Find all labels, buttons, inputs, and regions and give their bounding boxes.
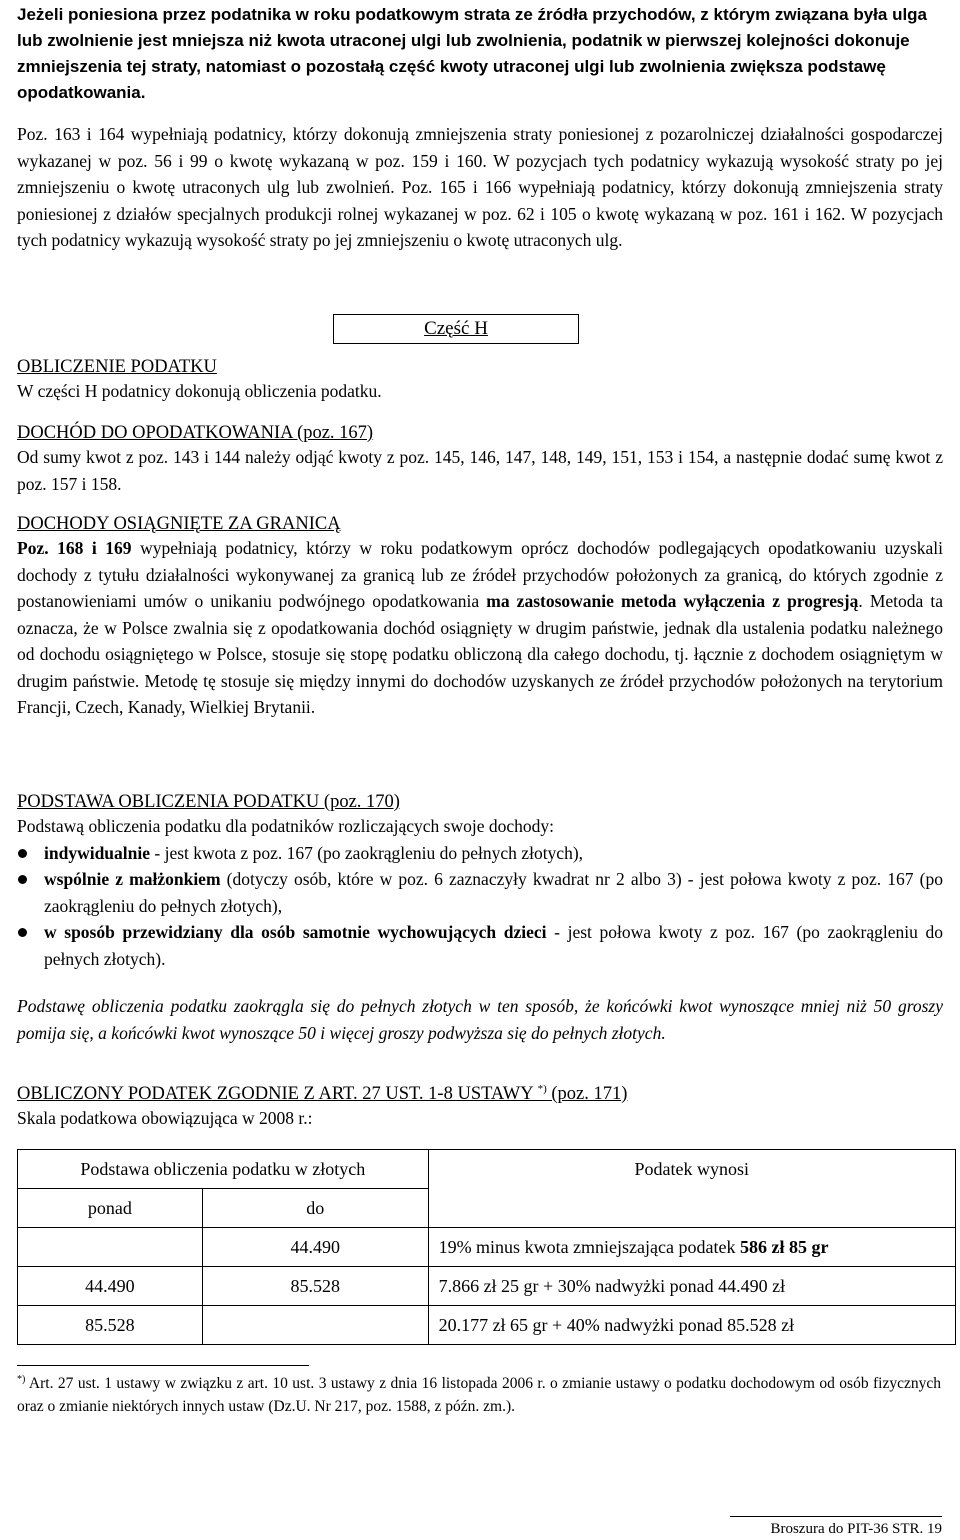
bullet-icon [18, 928, 27, 937]
table-header-base: Podstawa obliczenia podatku w złotych [18, 1150, 429, 1189]
intro-paragraph: Jeżeli poniesiona przez podatnika w roku podatkowym strata ze źródła przychodów, z którym związana była ulga lub zwolnienie jest mniejsza niż kwota utraconej ulgi lub zwolnienia, podatnik w pierwszej kolejności dokonuje zmniejszenia tej straty, natomiast o pozostałą część kwoty utraconej ulgi lub zwolnienia zwiększa podstawę opodatkowania. [17, 5, 928, 102]
bullet-icon [18, 849, 27, 858]
tax-scale-table [17, 1149, 956, 1345]
table-cell-tax-bold: 586 zł 85 gr [739, 1236, 829, 1257]
list-item-bold: indywidualnie [44, 842, 151, 863]
table-cell-ponad: 44.490 [18, 1267, 203, 1306]
list-item-text: - jest połowa kwoty z poz. 167 (po zaokrągleniu do pełnych złotych). [44, 922, 943, 969]
bullet-icon [18, 875, 27, 884]
obliczony-heading [17, 1083, 943, 1105]
section-podstawa [17, 792, 943, 972]
granica-text [17, 535, 943, 721]
table-cell-ponad: 85.528 [18, 1306, 203, 1345]
table-cell-tax-text: 19% minus kwota zmniejszająca podatek [438, 1236, 740, 1257]
granica-lead: Poz. 168 i 169 [17, 538, 132, 558]
section-obliczony [17, 1083, 943, 1132]
granica-heading: DOCHODY OSIĄGNIĘTE ZA GRANICĄ [17, 514, 341, 534]
poz-paragraph: Poz. 163 i 164 wypełniają podatnicy, którzy dokonują zmniejszenia straty poniesionej z pozarolniczej działalności gospodarczej wykazanej w poz. 56 i 99 o kwotę wykazaną w poz. 159 i 160. W pozycjach tych podatnicy wykazują wysokość straty po jej zmniejszeniu o kwotę utraconych ulg lub zwolnień. Poz. 165 i 166 wypełniają podatnicy, którzy dokonują zmniejszenia straty poniesionej z działów specjalnych produkcji rolnej wykazanej w poz. 62 i 105 o kwotę wykazaną w poz. 161 i 162. W pozycjach tych podatnicy wykazują wysokość straty po jej zmniejszeniu o kwotę utraconych ulg. [17, 124, 943, 250]
table-cell-do: 44.490 [202, 1228, 428, 1267]
list-item-text: (dotyczy osób, które w poz. 6 zaznaczyły kwadrat nr 2 albo 3) - jest połowa kwoty z poz. 167 (po zaokrągleniu do pełnych złotych), [44, 869, 943, 916]
list-item [17, 866, 943, 919]
list-item-bold: w sposób przewidziany dla osób samotnie wychowujących dzieci [44, 922, 547, 942]
table-cell-tax-text: 20.177 zł 65 gr + 40% nadwyżki ponad 85.528 zł [438, 1314, 795, 1335]
table-cell-tax-text: 7.866 zł 25 gr + 30% nadwyżki ponad 44.490 zł [438, 1275, 786, 1296]
table-row [18, 1306, 956, 1345]
dochod-text: Od sumy kwot z poz. 143 i 144 należy odjąć kwoty z poz. 145, 146, 147, 148, 149, 151, 153 i 154, a następnie dodać sumę kwot z poz. 157 i 158. [17, 447, 943, 494]
granica-bold: ma zastosowanie metoda wyłączenia z progresją [486, 591, 859, 611]
table-sub-do: do [202, 1189, 428, 1228]
page-footer: Broszura do PIT-36 STR. 19 [730, 1516, 942, 1539]
podstawa-heading: PODSTAWA OBLICZENIA PODATKU (poz. 170) [17, 792, 400, 812]
section-granica [17, 514, 943, 721]
dochod-heading: DOCHÓD DO OPODATKOWANIA (poz. 167) [17, 423, 374, 443]
obliczony-heading-b: (poz. 171) [546, 1084, 628, 1105]
granica-text-2: . Metoda ta oznacza, że w Polsce zwalnia się z opodatkowania dochód osiągnięty w drugim państwie, jednak dla ustalenia podatku należnego od dochodu osiągniętego w Polsce, stosuje się stopę podatku obliczoną dla całego dochodu, tj. łącznie z dochodem osiągniętym w drugim państwie. Metodę tę stosuje się między innymi do dochodów uzyskanych ze źródeł przychodów położonych na terytorium Francji, Czech, Kanady, Wielkiej Brytanii. [17, 591, 943, 717]
table-cell-do: 85.528 [202, 1267, 428, 1306]
footnote-text: Art. 27 ust. 1 ustawy w związku z art. 10 ust. 3 ustawy z dnia 16 listopada 2006 r. o zmianie ustawy o podatku dochodowym od osób fizycznych oraz o zmianie niektórych innych ustaw (Dz.U. Nr 217, poz. 1588, z późn. zm.). [17, 1375, 941, 1416]
table-sub-ponad: ponad [18, 1189, 203, 1228]
footnote [17, 1368, 941, 1418]
part-title-box [333, 314, 579, 344]
podstawa-list [17, 840, 943, 973]
footnote-divider [17, 1365, 309, 1366]
skala-text: Skala podatkowa obowiązująca w 2008 r.: [17, 1108, 313, 1129]
table-row [18, 1267, 956, 1306]
table-cell-do [202, 1306, 428, 1345]
rounding-note: Podstawę obliczenia podatku zaokrągla się do pełnych złotych w ten sposób, że końcówki kwot wynoszące mniej niż 50 groszy pomija się, a końcówki kwot wynoszące 50 i więcej groszy podwyższa się do pełnych złotych. [17, 996, 943, 1043]
obliczenie-heading: OBLICZENIE PODATKU [17, 357, 217, 377]
table-row [18, 1228, 956, 1267]
granica-text-1: wypełniają podatnicy, którzy w roku podatkowym oprócz dochodów podlegających opodatkowaniu uzyskali dochody z tytułu działalności wykonywanej za granicą lub ze źródeł przychodów położonych za granicą, do których zgodnie z postanowieniami umów o unikaniu podwójnego opodatkowania [17, 538, 943, 611]
table-cell-tax [428, 1228, 955, 1267]
table-header-tax: Podatek wynosi [428, 1150, 955, 1228]
list-item [17, 919, 943, 972]
footnote-mark: *) [537, 1083, 547, 1095]
table-cell-tax [428, 1306, 955, 1345]
table-cell-tax [428, 1267, 955, 1306]
list-item-bold: wspólnie z małżonkiem [44, 869, 221, 889]
list-item [17, 840, 943, 867]
table-header-row [18, 1150, 956, 1189]
obliczony-heading-a: OBLICZONY PODATEK ZGODNIE Z ART. 27 UST. 1-8 USTAWY [17, 1084, 538, 1105]
list-item-text: - jest kwota z poz. 167 (po zaokrągleniu do pełnych złotych), [150, 842, 584, 863]
obliczenie-text: W części H podatnicy dokonują obliczenia podatku. [17, 381, 382, 401]
section-dochod [17, 423, 943, 497]
footnote-mark: *) [17, 1374, 26, 1385]
section-obliczenie [17, 357, 943, 405]
table-cell-ponad [18, 1228, 203, 1267]
podstawa-text: Podstawą obliczenia podatku dla podatników rozliczających swoje dochody: [17, 816, 554, 836]
part-title: Część H [424, 318, 488, 339]
